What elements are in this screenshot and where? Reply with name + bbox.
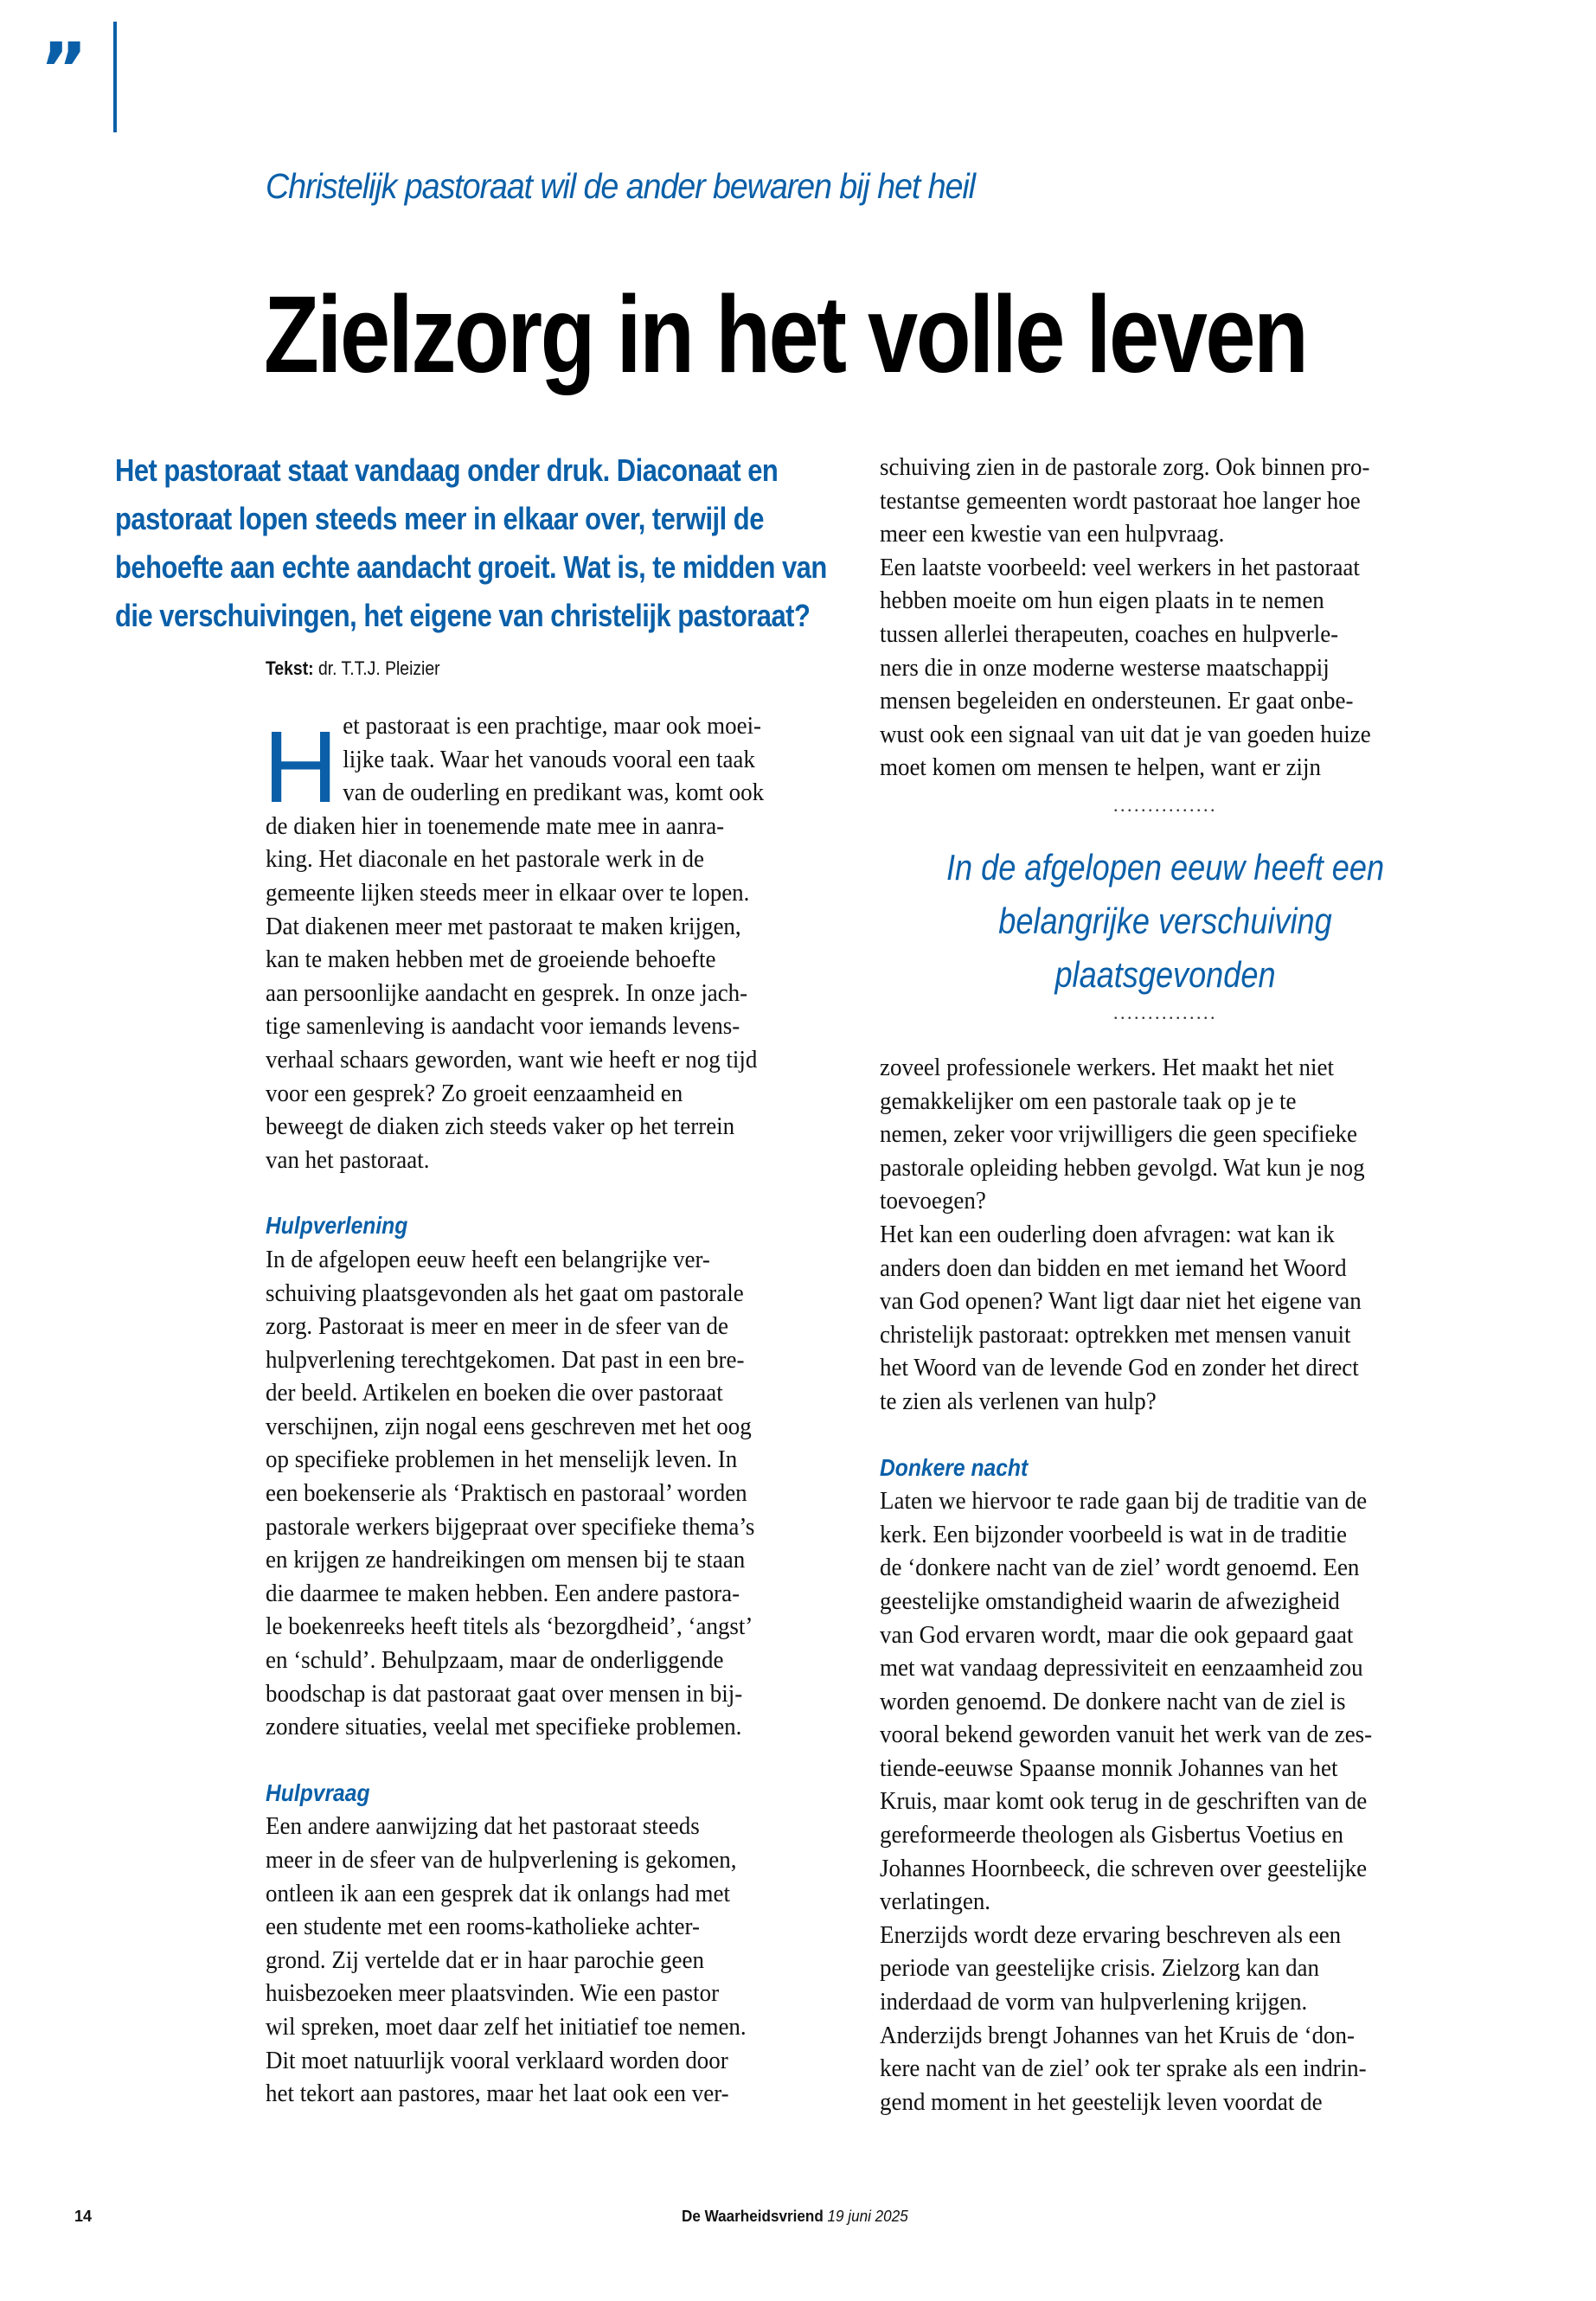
- body-line: het tekort aan pastores, maar het laat ook een ver-: [266, 2080, 729, 2108]
- body-line: tiende-eeuwse Spaanse monnik Johannes van het: [880, 1753, 1338, 1782]
- body-line: et pastoraat is een prachtige, maar ook moei-: [343, 712, 762, 740]
- body-line: Kruis, maar komt ook terug in de geschriften van de: [880, 1787, 1368, 1816]
- body-line: anders doen dan bidden en met iemand het Woord: [880, 1253, 1347, 1282]
- body-line: der beeld. Artikelen en boeken die over pastoraat: [266, 1379, 723, 1407]
- body-line: gend moment in het geestelijk leven voordat de: [880, 2087, 1323, 2116]
- section-heading: Hulpvraag: [266, 1779, 370, 1806]
- body-line: schuiving plaatsgevonden als het gaat om pastorale: [266, 1279, 744, 1307]
- pullquote-divider-bottom: ...............: [1113, 1002, 1217, 1023]
- body-line: In de afgelopen eeuw heeft een belangrijke ver-: [266, 1245, 710, 1273]
- body-line: Johannes Hoornbeeck, die schreven over geestelijke: [880, 1854, 1368, 1882]
- body-line: een boekenserie als ‘Praktisch en pastoraal’ worden: [266, 1479, 747, 1508]
- body-line: aan persoonlijke aandacht en gesprek. In onze jach-: [266, 978, 748, 1007]
- body-line: van God ervaren wordt, maar die ook gepaard gaat: [880, 1620, 1354, 1649]
- section-hulpvraag: [266, 1777, 819, 2111]
- pullquote-line: belangrijke verschuiving: [998, 901, 1332, 941]
- body-line: schuiving zien in de pastorale zorg. Ook binnen pro-: [880, 453, 1370, 481]
- vertical-accent-line: [113, 22, 117, 132]
- body-line: kan te maken hebben met de groeiende behoefte: [266, 945, 716, 974]
- body-line: hulpverlening terechtgekomen. Dat past in een bre-: [266, 1345, 745, 1374]
- body-line: het Woord van de levende God en zonder het direct: [880, 1354, 1359, 1382]
- body-line: van de ouderling en predikant was, komt ook: [343, 779, 765, 807]
- body-line: boodschap is dat pastoraat gaat over mensen in bij-: [266, 1679, 743, 1708]
- body-line: ontleen ik aan een gesprek dat ik onlangs had met: [266, 1879, 730, 1907]
- body-line: Een laatste voorbeeld: veel werkers in het pastoraat: [880, 553, 1360, 581]
- body-line: pastorale werkers bijgepraat over specifieke thema’s: [266, 1512, 755, 1541]
- body-line: inderdaad de vorm van hulpverlening krijgen.: [880, 1988, 1308, 2016]
- pullquote-line: In de afgelopen eeuw heeft een: [945, 847, 1385, 888]
- body-line: kerk. Een bijzonder voorbeeld is wat in de traditie: [880, 1520, 1347, 1548]
- body-line: toevoegen?: [880, 1187, 986, 1215]
- body-line: meer een kwestie van een hulpvraag.: [880, 520, 1225, 548]
- body-line: ners die in onze moderne westerse maatschappij: [880, 653, 1330, 682]
- article-headline: Zielzorg in het volle leven: [264, 273, 1307, 395]
- body-line: een studente met een rooms-katholieke achter-: [266, 1913, 700, 1941]
- body-line: verschijnen, zijn nogal eens geschreven met het oog: [266, 1412, 752, 1440]
- body-line: op specifieke problemen in het menselijk leven. In: [266, 1445, 738, 1474]
- body-line: hebben moeite om hun eigen plaats in te nemen: [880, 586, 1324, 615]
- section-donkere-nacht: [880, 1452, 1451, 2119]
- quote-mark-icon: ”: [40, 27, 83, 112]
- byline-author: dr. T.T.J. Pleizier: [317, 657, 440, 679]
- body-line: van het pastoraat.: [266, 1145, 430, 1174]
- body-line: mensen begeleiden en ondersteunen. Er gaat onbe-: [880, 687, 1354, 715]
- right-column-top: [880, 451, 1451, 785]
- body-line: Anderzijds brengt Johannes van het Kruis de ‘don-: [880, 2021, 1356, 2049]
- right-column-bottom: [880, 1051, 1451, 2118]
- body-line: Dat diakenen meer met pastoraat te maken krijgen,: [266, 912, 741, 940]
- article-kicker: Christelijk pastoraat wil de ander bewaren bij het heil: [266, 166, 975, 206]
- pullquote: [880, 841, 1451, 1002]
- pullquote-divider-top: ...............: [1113, 794, 1217, 816]
- body-line: die daarmee te maken hebben. Een andere pastora-: [266, 1579, 740, 1607]
- body-line: Laten we hiervoor te rade gaan bij de traditie van de: [880, 1487, 1368, 1516]
- body-line: Dit moet natuurlijk vooral verklaard worden door: [266, 2046, 728, 2074]
- body-line: Een andere aanwijzing dat het pastoraat steeds: [266, 1812, 700, 1841]
- body-line: gereformeerde theologen als Gisbertus Voetius en: [880, 1821, 1344, 1849]
- body-line: periode van geestelijke crisis. Zielzorg kan dan: [880, 1954, 1320, 1983]
- intro-line: pastoraat lopen steeds meer in elkaar over, terwijl de: [115, 501, 764, 536]
- body-line: geestelijke omstandigheid waarin de afwezigheid: [880, 1586, 1340, 1615]
- publication-name: De Waarheidsvriend: [682, 2208, 824, 2225]
- body-line: tige samenleving is aandacht voor iemands levens-: [266, 1012, 740, 1041]
- body-line: tussen allerlei therapeuten, coaches en hulpverle-: [880, 619, 1339, 648]
- left-column: [263, 709, 819, 2111]
- body-line: beweegt de diaken zich steeds vaker op het terrein: [266, 1112, 735, 1141]
- body-line: wil spreken, moet daar zelf het initiatief toe nemen.: [266, 2012, 747, 2041]
- publication-footer: [682, 2208, 908, 2226]
- body-line: testantse gemeenten wordt pastoraat hoe langer hoe: [880, 486, 1361, 515]
- opening-paragraph: [263, 709, 819, 1176]
- section-heading: Donkere nacht: [880, 1453, 1029, 1481]
- body-line: voor een gesprek? Zo groeit eenzaamheid en: [266, 1079, 683, 1107]
- body-line: grond. Zij vertelde dat er in haar parochie geen: [266, 1945, 704, 1974]
- body-line: huisbezoeken meer plaatsvinden. Wie een pastor: [266, 1979, 720, 2008]
- body-line: en krijgen ze handreikingen om mensen bij te staan: [266, 1546, 746, 1574]
- body-line: van God openen? Want ligt daar niet het eigene van: [880, 1287, 1362, 1316]
- body-line: le boekenreeks heeft titels als ‘bezorgdheid’, ‘angst’: [266, 1612, 753, 1641]
- body-line: Enerzijds wordt deze ervaring beschreven als een: [880, 1920, 1342, 1949]
- article-intro: [115, 446, 859, 640]
- body-line: worden genoemd. De donkere nacht van de ziel is: [880, 1687, 1346, 1715]
- body-line: gemeente lijken steeds meer in elkaar over te lopen.: [266, 878, 750, 907]
- byline-label: Tekst:: [266, 657, 314, 679]
- body-line: gemakkelijker om een pastorale taak op je te: [880, 1086, 1297, 1115]
- body-line: wust ook een signaal van uit dat je van goeden huize: [880, 720, 1371, 748]
- body-line: meer in de sfeer van de hulpverlening is gekomen,: [266, 1846, 737, 1874]
- body-line: pastorale opleiding hebben gevolgd. Wat kun je nog: [880, 1153, 1365, 1182]
- body-line: christelijk pastoraat: optrekken met mensen vanuit: [880, 1320, 1351, 1349]
- page-number: 14: [74, 2208, 93, 2225]
- intro-line: behoefte aan echte aandacht groeit. Wat is, te midden van: [115, 549, 827, 585]
- body-line: nemen, zeker voor vrijwilligers die geen specifieke: [880, 1120, 1357, 1149]
- body-line: Het kan een ouderling doen afvragen: wat kan ik: [880, 1220, 1335, 1248]
- body-line: kere nacht van de ziel’ ook ter sprake als een indrin-: [880, 2054, 1367, 2083]
- body-line: vooral bekend geworden vanuit het werk van de zes-: [880, 1721, 1373, 1749]
- body-line: de ‘donkere nacht van de ziel’ wordt genoemd. Een: [880, 1554, 1360, 1582]
- drop-cap: H: [263, 710, 339, 824]
- body-line: verlatingen.: [880, 1888, 991, 1916]
- byline: [266, 657, 440, 680]
- body-line: king. Het diaconale en het pastorale werk in de: [266, 845, 704, 874]
- body-line: zoveel professionele werkers. Het maakt het niet: [880, 1054, 1334, 1081]
- publication-date: 19 juni 2025: [827, 2208, 908, 2225]
- body-line: moet komen om mensen te helpen, want er zijn: [880, 753, 1322, 782]
- section-hulpverlening: [266, 1209, 819, 1744]
- body-line: en ‘schuld’. Behulpzaam, maar de onderliggende: [266, 1646, 724, 1675]
- body-line: zondere situaties, veelal met specifieke problemen.: [266, 1713, 742, 1741]
- body-line: de diaken hier in toenemende mate mee in aanra-: [266, 811, 725, 840]
- body-line: verhaal schaars geworden, want wie heeft er nog tijd: [266, 1045, 758, 1074]
- body-line: te zien als verlenen van hulp?: [880, 1387, 1157, 1415]
- body-line: lijke taak. Waar het vanouds vooral een taak: [343, 745, 755, 773]
- body-line: met wat vandaag depressiviteit en eenzaamheid zou: [880, 1654, 1363, 1682]
- intro-line: Het pastoraat staat vandaag onder druk. Diaconaat en: [115, 452, 779, 488]
- section-heading: Hulpverlening: [266, 1212, 408, 1240]
- body-line: zorg. Pastoraat is meer en meer in de sfeer van de: [266, 1312, 728, 1341]
- pullquote-line: plaatsgevonden: [1054, 954, 1276, 995]
- intro-line: die verschuivingen, het eigene van christelijk pastoraat?: [115, 598, 811, 633]
